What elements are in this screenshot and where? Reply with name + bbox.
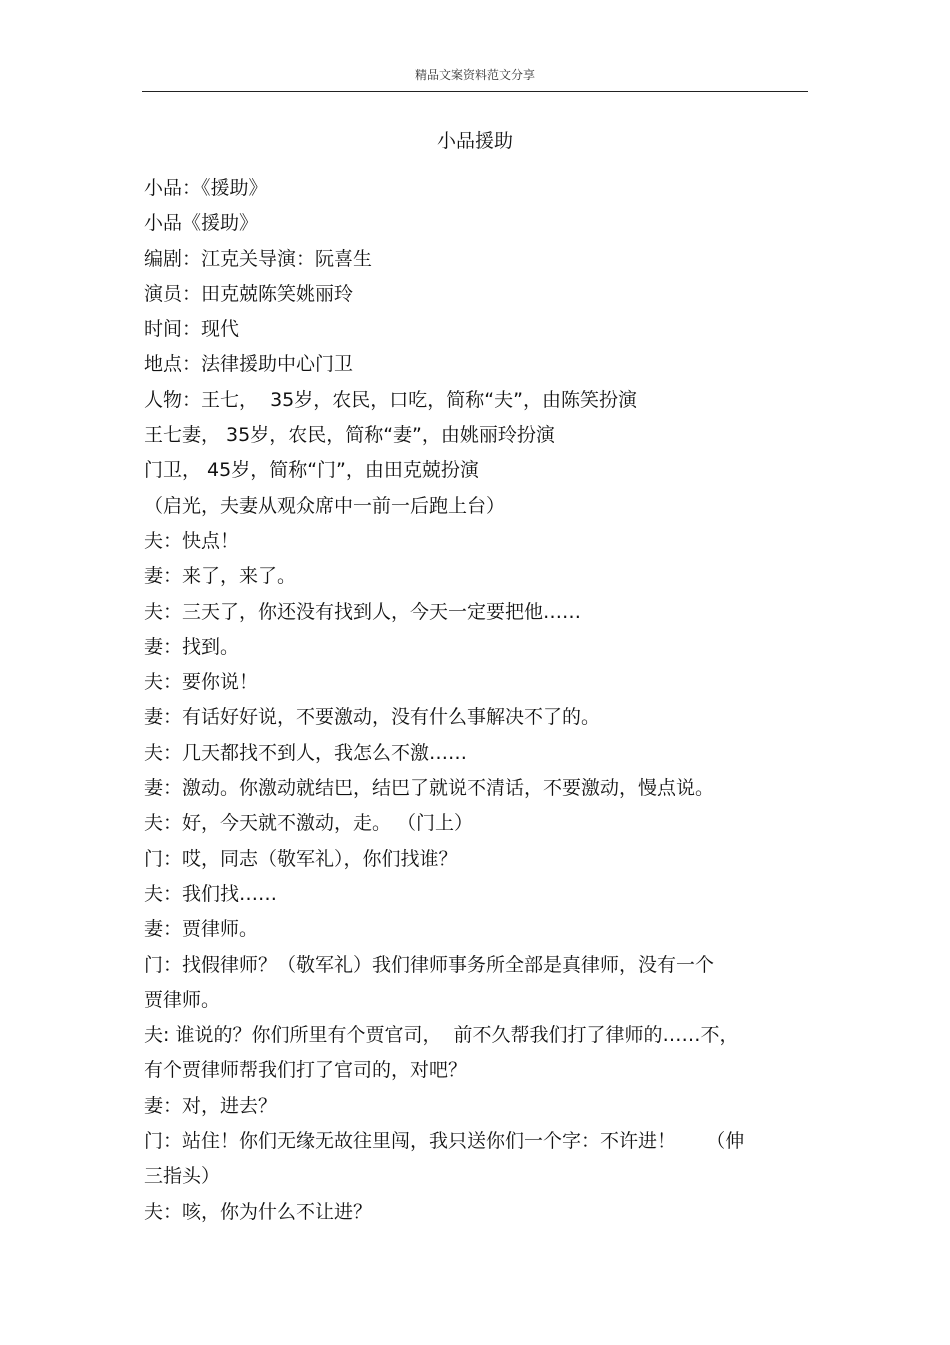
script-line: 妻：有话好好说，不要激动，没有什么事解决不了的。 <box>144 706 601 729</box>
script-line: 夫：几天都找不到人，我怎么不激…… <box>144 741 468 764</box>
script-line: 地点：法律援助中心门卫 <box>144 353 354 376</box>
script-line: 妻：贾律师。 <box>144 918 259 941</box>
script-line: 门：站住！你们无缘无故往里闯，我只送你们一个字：不许进！ （伸 <box>144 1130 745 1153</box>
script-line: 夫：好，今天就不激动，走。 （门上） <box>144 812 474 835</box>
script-line: 夫：咳，你为什么不让进？ <box>144 1200 373 1223</box>
script-line: 小品：《援助》 <box>144 177 268 199</box>
script-line: 人物：王七， 35岁，农民，口吃，简称“夫”，由陈笑扮演 <box>144 388 637 411</box>
script-line: 夫：要你说！ <box>144 671 259 694</box>
script-line: 时间：现代 <box>144 318 240 341</box>
script-line: 妻：对，进去？ <box>144 1094 278 1117</box>
script-line: 妻：激动。你激动就结巴，结巴了就说不清话，不要激动，慢点说。 <box>144 777 715 800</box>
script-line: 编剧：江克关导演：阮喜生 <box>144 247 373 270</box>
script-line: 夫：快点！ <box>144 529 240 552</box>
script-line: 门卫， 45岁，简称“门”，由田克兢扮演 <box>144 459 479 482</box>
script-line: 小品《援助》 <box>144 212 259 235</box>
script-body <box>144 171 808 1230</box>
document-title: 小品援助 <box>436 130 513 152</box>
script-line: 三指头） <box>144 1165 221 1188</box>
script-line: 贾律师。 <box>144 988 221 1011</box>
script-line: 夫：我们找…… <box>144 882 278 905</box>
page-header: 精品文案资料范文分享 <box>414 68 535 82</box>
script-line: 夫：三天了，你还没有找到人，今天一定要把他…… <box>144 600 582 623</box>
header-divider <box>142 91 808 92</box>
script-line: （启光，夫妻从观众席中一前一后跑上台） <box>144 494 506 517</box>
script-line: 门：哎，同志（敬军礼），你们找谁？ <box>144 847 458 870</box>
script-line: 妻：来了，来了。 <box>144 565 297 588</box>
script-line: 门：找假律师？（敬军礼）我们律师事务所全部是真律师，没有一个 <box>144 953 715 976</box>
script-line: 妻：找到。 <box>144 635 240 658</box>
script-line: 有个贾律师帮我们打了官司的，对吧？ <box>144 1059 468 1082</box>
script-line: 演员：田克兢陈笑姚丽玲 <box>144 282 354 305</box>
script-line: 夫: 谁说的？你们所里有个贾官司， 前不久帮我们打了律师的……不， <box>144 1024 739 1047</box>
script-line: 王七妻， 35岁，农民，简称“妻”，由姚丽玲扮演 <box>144 424 555 447</box>
